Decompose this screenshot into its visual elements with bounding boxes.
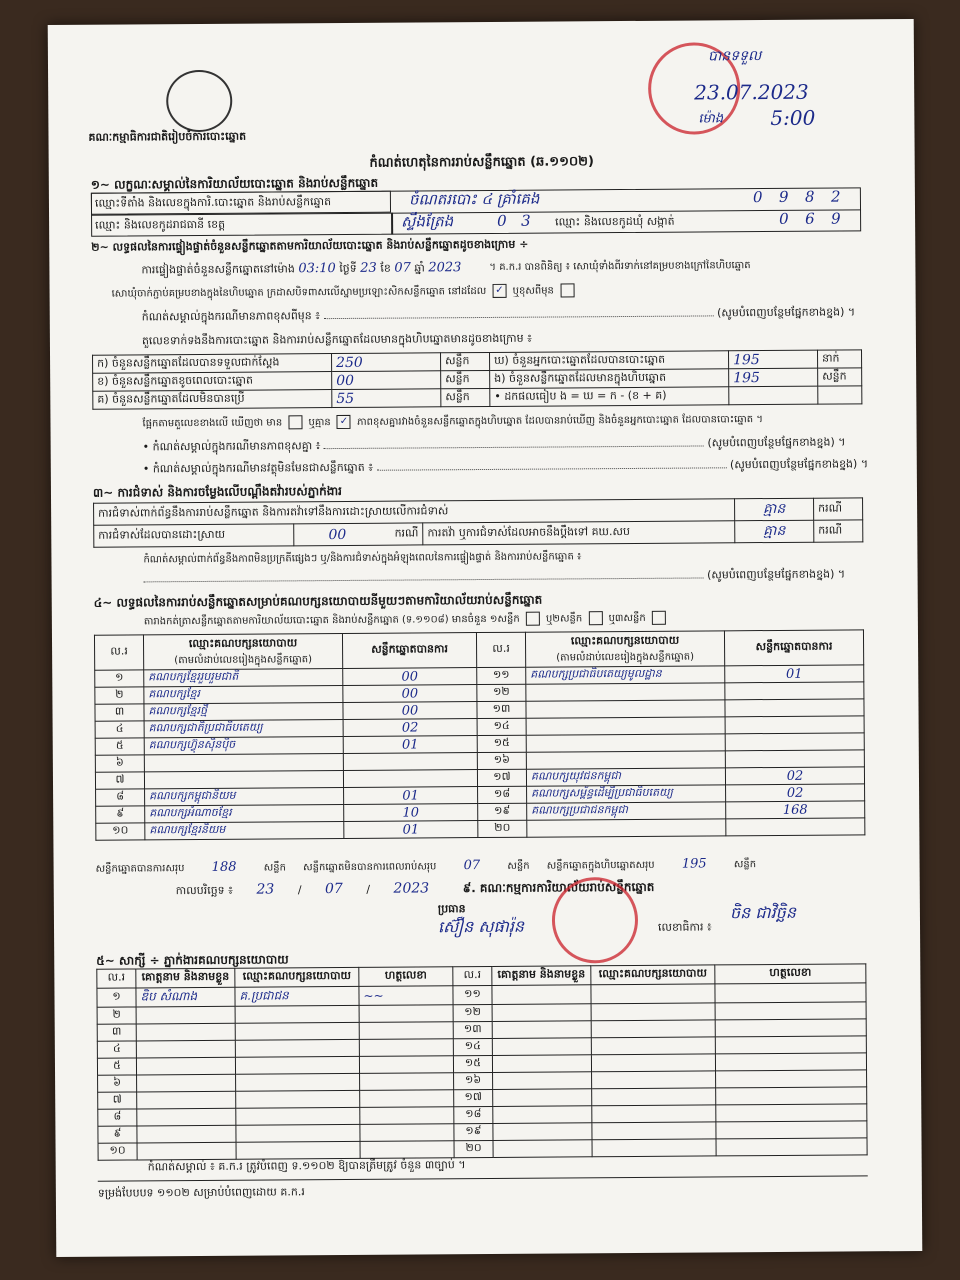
party-no: ៦: [95, 755, 144, 772]
witness-party: [235, 1022, 359, 1040]
party-name: គណបក្សកម្ពុជានិយម: [145, 787, 344, 805]
party-name: គណបក្សប្រជាធិបតេយ្យមូលដ្ឋាន: [526, 666, 725, 684]
receipt-time-label: ម៉ោង: [698, 111, 724, 127]
witness-name: [493, 1123, 592, 1141]
col-votes-left: សន្លឹកឆ្នោតបានការ: [342, 633, 476, 669]
party-no: ១៧: [477, 769, 526, 786]
verification-line-cont: ។ គ.ក.រ បានពិនិត្យ ៖ សោឃុំទាំងពីរទាក់នៅគម្របខាងក្រៅនៃហិបឆ្នោត: [489, 260, 751, 273]
col-no-right: ល.រ: [476, 632, 525, 667]
witness-signature: [360, 1107, 454, 1125]
party-no: ៩: [96, 806, 145, 823]
station-code-1: 0: [752, 188, 763, 207]
witness-party: គ.ប្រជាជន: [235, 986, 359, 1006]
committee-stamp: [552, 877, 639, 964]
witness-no: ៣: [97, 1024, 136, 1041]
witness-party: [591, 984, 715, 1004]
figure-unit: សន្លឹក: [441, 388, 490, 406]
party-name: [526, 734, 725, 752]
witness-party: [592, 1105, 716, 1123]
col-votes-right: សន្លឹកឆ្នោតបានការ: [724, 630, 863, 666]
witness-signature: [715, 1036, 866, 1054]
party-votes: 01: [344, 787, 478, 805]
box-total: 195: [681, 856, 707, 872]
party-no: ៤: [95, 721, 144, 738]
witness-signature: [359, 1056, 453, 1074]
witness-no: ៥: [97, 1058, 136, 1075]
witness-no: ៨: [98, 1109, 137, 1126]
party-name: គណបក្សសម្ព័ន្ធដើម្បីប្រជាធិបតេយ្យ: [527, 785, 726, 803]
party-name: គណបក្សយុវជនកម្ពុជា: [526, 768, 725, 786]
witness-no: ២: [97, 1007, 136, 1024]
secretary-label: លេខាធិការ ៖: [657, 920, 712, 934]
figure-unit-2: សន្លឹក: [818, 368, 862, 386]
party-name: គណបក្សប្រជាជនកម្ពុជា: [527, 802, 726, 820]
witness-signature: [716, 1070, 867, 1088]
section1-heading: ១~ លក្ខណៈសម្គាល់នៃការិយាល័យបោះឆ្នោត និងរាប់សន្លឹកឆ្នោត: [90, 175, 379, 192]
party-name: គណបក្សខ្មែរថ្មី: [144, 702, 343, 720]
witness-name: [492, 1055, 591, 1073]
party-votes: 00: [343, 685, 477, 703]
party-no: ១៥: [477, 735, 526, 752]
objection-value: គ្មាន: [735, 498, 814, 521]
appeal-label: ការតវ៉ា ឬការជំទាស់ដែលអាចនឹងប្ដឹងទៅ គឃ.សប: [423, 521, 735, 545]
objection-label: ការជំទាស់ពាក់ព័ន្ធនឹងការរាប់សន្លឹកឆ្នោត និងការតវ៉ាទៅនឹងការដោះស្រាយលើការជំទាស់: [94, 499, 735, 525]
nec-emblem: [166, 70, 232, 132]
commune-code-3: 9: [831, 209, 841, 228]
w-col-no-right: ល.រ: [453, 966, 492, 985]
date-year: 2023: [393, 880, 430, 897]
station-code-2: 9: [778, 187, 789, 206]
w-col-party-right: ឈ្មោះគណបក្សនយោបាយ: [591, 965, 715, 985]
witness-party: [592, 1071, 716, 1089]
witness-party: [592, 1122, 716, 1140]
witness-no: ១២: [453, 1004, 492, 1021]
figure-label-2: • ដកផលធៀប ង = ឃ = ក - (ខ + គ): [490, 387, 729, 407]
commune-code-2: 6: [805, 209, 815, 228]
witness-name: [136, 1057, 235, 1075]
witness-name: [493, 1072, 592, 1090]
party-name: គណបក្សខ្មែរនិយម: [145, 821, 344, 839]
party-votes: 10: [344, 804, 478, 822]
figure-value: 250: [332, 353, 441, 372]
province-value: ស្ទឹងត្រែង: [401, 212, 454, 231]
party-name: គណបក្សជាតិប្រជាធិបតេយ្យ: [144, 719, 343, 737]
party-no: ១២: [477, 684, 526, 701]
totals-line: សន្លឹកឆ្នោតបានការសរុប 188 សន្លឹក សន្លឹកឆ្នោតមិនបានការពេលរាប់សរុប 07 សន្លឹក សន្លឹកឆ្នោតក្នុងហិបឆ្នោតសរុប 195 សន្លឹក: [95, 856, 757, 875]
witness-no: ៤: [97, 1041, 136, 1058]
party-no: ១៩: [478, 803, 527, 820]
commune-code-1: 0: [779, 209, 789, 228]
witness-signature: [359, 1005, 453, 1023]
witness-signature: [715, 1053, 866, 1071]
province-label: ឈ្មោះ និងលេខកូដរាជធានី ខេត្ត: [95, 217, 226, 232]
witness-name: [136, 1040, 235, 1058]
party-name: [526, 717, 725, 735]
w-col-name-right: គោត្តនាម និងនាមខ្លួន: [492, 966, 591, 986]
party-votes: 168: [726, 801, 865, 819]
party-no: ១៤: [477, 718, 526, 735]
party-votes: [725, 699, 864, 717]
party-votes: [725, 750, 864, 768]
witness-no: ១០: [98, 1143, 137, 1160]
committee-title: ៩. គណៈកម្មការការិយាល័យរាប់សន្លឹកឆ្នោត: [462, 879, 655, 896]
document-sheet: [48, 19, 923, 1257]
figure-value: 55: [332, 389, 441, 408]
witness-no: ១៤: [453, 1038, 492, 1055]
irregularity-note: (សូមបំពេញបន្ថែមផ្នែកខាងខ្នង) ។: [144, 567, 846, 588]
objection-unit: ករណី: [814, 498, 863, 520]
province-code-1: 0: [497, 211, 507, 230]
witness-signature: [360, 1141, 454, 1159]
foreign-object-bullet: • កំណត់សម្គាល់ក្នុងករណីមានវត្ថុមិនមែនជាសន្លឹកឆ្នោត ៖ (សូមបំពេញបន្ថែមផ្នែកខាងខ្នង) ។: [142, 457, 869, 476]
invalid-total: 07: [463, 858, 481, 874]
date-month: 07: [324, 880, 343, 898]
witness-party: [235, 1056, 359, 1074]
witness-no: ៧: [98, 1092, 137, 1109]
witness-party: [592, 1088, 716, 1106]
section3-heading: ៣~ ការជំទាស់ និងការចម្លែងលើបណ្ដឹងតវ៉ារបស់ភ្នាក់ងារ: [92, 483, 343, 500]
col-no-left: ល.រ: [94, 635, 143, 670]
verification-year: 2023: [428, 260, 462, 276]
party-no: ១: [95, 670, 144, 687]
unchanged-checkbox[interactable]: ✓: [492, 284, 506, 298]
witness-name: [137, 1074, 236, 1092]
date-day: 23: [256, 881, 275, 898]
witness-signature: [716, 1104, 867, 1122]
party-votes: 02: [343, 719, 477, 737]
party-results-table: [94, 629, 865, 840]
witness-name: [136, 1023, 235, 1041]
col-party-sub-left: (តាមលំដាប់លេខរៀងក្នុងសន្លឹកឆ្នោត): [174, 653, 313, 666]
witness-no: ១៧: [454, 1089, 493, 1106]
witness-signature: [360, 1073, 454, 1091]
party-no: ៨: [96, 789, 145, 806]
w-col-no-left: ល.រ: [97, 969, 136, 988]
witness-signature: [715, 983, 866, 1003]
witness-name: [492, 1021, 591, 1039]
has-difference-checkbox[interactable]: [288, 415, 302, 429]
witness-signature: [716, 1087, 867, 1105]
section4-heading: ៤~ លទ្ធផលនៃការរាប់សន្លឹកឆ្នោតសម្រាប់គណបក្សនយោបាយនីមួយៗតាមការិយាល័យរាប់សន្លឹកឆ្នោត: [93, 592, 543, 610]
w-col-party-left: ឈ្មោះគណបក្សនយោបាយ: [235, 967, 359, 987]
party-votes: 00: [343, 702, 477, 720]
witness-name: [493, 1089, 592, 1107]
changed-checkbox[interactable]: [560, 283, 574, 297]
witness-signature: [715, 1002, 866, 1020]
figure-unit-2: នាក់: [817, 350, 861, 368]
figure-value-2: 195: [729, 350, 818, 369]
figure-unit: សន្លឹក: [441, 352, 490, 370]
date-line: កាលបរិច្ឆេទ ៖ 23 / 07 / 2023 ៩. គណៈកម្មការការិយាល័យរាប់សន្លឹកឆ្នោត: [175, 879, 655, 898]
party-votes: 02: [726, 784, 865, 802]
three-sheet-checkbox[interactable]: [652, 611, 666, 625]
col-party-right: ឈ្មោះគណបក្សនយោបាយ: [570, 633, 680, 647]
witness-no: ១៨: [454, 1106, 493, 1123]
witness-party: [591, 1003, 715, 1021]
witness-no: ១: [97, 988, 136, 1007]
party-votes: 00: [343, 668, 477, 686]
section5-heading: ៥~ សាក្សី ÷ ភ្នាក់ងារគណបក្សនយោបាយ: [96, 952, 289, 968]
witness-party: [591, 1020, 715, 1038]
witness-party: [236, 1124, 360, 1142]
witness-party: [235, 1005, 359, 1023]
resolved-label: ការជំទាស់ដែលបានដោះស្រាយ: [94, 524, 294, 547]
party-name: [526, 751, 725, 769]
seal-line: សោឃុំចាក់ភ្ជាប់គម្របខាងក្នុងនៃហិបឆ្នោត ក្រដាសបិទពាសលើស្នាមប្រឡោះសិកសន្លឹកឆ្នោត នៅដដែល ✓ ឬខុសពីមុន: [112, 283, 578, 301]
witness-name: [137, 1091, 236, 1109]
difference-bullet: • កំណត់សម្គាល់ក្នុងករណីមានភាពខុសគ្នា ៖ (សូមបំពេញបន្ថែមផ្នែកខាងខ្នង) ។: [142, 435, 846, 454]
figure-label-2: ង) ចំនួនសន្លឹកឆ្នោតដែលមានក្នុងហិបឆ្នោត: [490, 369, 729, 389]
witness-name: [492, 985, 591, 1005]
party-no: ២: [95, 687, 144, 704]
receipt-label: បានទទួល: [707, 48, 762, 65]
section2-heading: ២~ លទ្ធផលនៃការផ្ទៀងផ្ទាត់ចំនួនសន្លឹកឆ្នោតតាមការិយាល័យបោះឆ្នោត និងរាប់សន្លឹកឆ្នោតដូចខាងក្រោម ÷: [91, 237, 529, 254]
witness-no: ២០: [454, 1140, 493, 1157]
col-party-sub-right: (តាមលំដាប់លេខរៀងក្នុងសន្លឹកឆ្នោត): [556, 651, 695, 664]
figure-value-2: [729, 386, 818, 405]
verification-day: 23: [360, 260, 377, 276]
party-votes: [725, 733, 864, 751]
form-footer: ទម្រង់បែបបទ ១១០២ សម្រាប់បំពេញដោយ គ.ក.រ: [97, 1185, 305, 1200]
station-code-4: 2: [830, 187, 841, 206]
polling-station-value: ចំណតរបោះ ៤ គ្រាំគេង: [408, 189, 540, 209]
witness-party: [235, 1039, 359, 1057]
objections-table: ការជំទាស់ពាក់ព័ន្ធនឹងការរាប់សន្លឹកឆ្នោត និងការតវ៉ាទៅនឹងការដោះស្រាយលើការជំទាស់ គ្មាន ករណី ការជំទាស់ដែលបានដោះស្រាយ 00 ករណី ការតវ៉ា ឬការជំទាស់ដែលអាចនឹងប្ដឹងទៅ គឃ.សប គ្មាន ករណី: [93, 497, 863, 547]
witness-name: [493, 1106, 592, 1124]
verification-line: ការផ្ទៀងផ្ទាត់ចំនួនសន្លឹកឆ្នោតនៅម៉ោង 03:10 ថ្ងៃទី 23 ខែ 07 ឆ្នាំ 2023: [141, 260, 462, 277]
witness-party: [236, 1090, 360, 1108]
tally-sheet-line: តារាងកត់ត្រាសន្លឹកឆ្នោតតាមការិយាល័យបោះឆ្នោត និងរាប់សន្លឹកឆ្នោត (ទ.១១០៨) មានចំនួន ១សន្លឹក ឬ២សន្លឹក ឬ៣សន្លឹក: [144, 611, 669, 630]
witness-no: ៦: [98, 1075, 137, 1092]
witness-name: [493, 1140, 592, 1158]
difference-note-line: កំណត់សម្គាល់ក្នុងករណីមានភាពខុសពីមុន ៖ (សូមបំពេញបន្ថែមផ្នែកខាងខ្នង) ។: [141, 305, 856, 324]
party-votes: 01: [343, 736, 477, 754]
witness-name: [136, 1006, 235, 1024]
witness-signature: [715, 1019, 866, 1037]
witness-party: [236, 1107, 360, 1125]
party-no: ១១: [477, 667, 526, 684]
witness-no: ១១: [453, 985, 492, 1004]
party-no: ១៣: [477, 701, 526, 718]
verification-month: 07: [394, 260, 411, 276]
two-sheet-checkbox[interactable]: [588, 611, 602, 625]
witness-signature: [716, 1138, 867, 1156]
witness-no: ១៦: [454, 1072, 493, 1089]
party-no: ៣: [95, 704, 144, 721]
appeal-unit: ករណី: [814, 520, 863, 542]
appeal-value: គ្មាន: [735, 520, 814, 543]
party-name: គណបក្សខ្មែរ: [144, 685, 343, 703]
witness-party: [236, 1073, 360, 1091]
party-no: ២០: [478, 820, 527, 837]
party-name: គណបក្សអំណាចខ្មែរ: [145, 804, 344, 822]
party-votes: [343, 770, 477, 788]
party-name: [526, 683, 725, 701]
w-col-name-left: គោត្តនាម និងនាមខ្លួន: [136, 968, 235, 988]
party-no: ១៦: [477, 752, 526, 769]
party-name: គណបក្សហ៊្វុនស៊ិនប៉ិច: [144, 736, 343, 754]
witness-name: [492, 1038, 591, 1056]
party-votes: 02: [725, 767, 864, 785]
witness-name: [137, 1108, 236, 1126]
party-name: [526, 700, 725, 718]
figure-label-2: ឃ) ចំនួនអ្នកបោះឆ្នោតដែលបានបោះឆ្នោត: [490, 351, 729, 371]
commune-label: ឈ្មោះ និងលេខកូដឃុំ សង្កាត់: [555, 214, 675, 229]
witness-party: [236, 1141, 360, 1159]
receipt-time: 5:00: [770, 105, 816, 130]
party-votes: [725, 716, 864, 734]
party-name: គណបក្សខ្មែររួបរួមជាតិ: [144, 668, 343, 686]
witness-no: ១៥: [453, 1055, 492, 1072]
party-name: [144, 753, 343, 771]
w-col-sig-left: ហត្ថលេខា: [359, 967, 453, 987]
chair-signature: ស៊ឿន សុផារ៉ុន: [437, 916, 525, 937]
witness-signature: [359, 1039, 453, 1057]
witness-party: [591, 1054, 715, 1072]
valid-total: 188: [211, 859, 237, 875]
secretary-signature: ចិន ជាវិច្ឆិន: [729, 902, 797, 923]
witness-signature: ~~: [359, 986, 453, 1006]
polling-station-label: ឈ្មោះទីតាំង និងលេខក្នុងការិ.បោះឆ្នោត និងរាប់សន្លឹកឆ្នោត: [94, 195, 332, 210]
province-code-2: 3: [521, 211, 531, 230]
witness-signature: [360, 1124, 454, 1142]
party-votes: [725, 682, 864, 700]
witness-no: ១៣: [453, 1021, 492, 1038]
w-col-sig-right: ហត្ថលេខា: [715, 964, 866, 984]
verification-time: 03:10: [298, 261, 336, 277]
figure-label: ក) ចំនួនសន្លឹកឆ្នោតដែលបានទទួលជាក់ស្តែង: [93, 354, 332, 374]
figure-label: ខ) ចំនួនសន្លឹកឆ្នោតខូចពេលបោះឆ្នោត: [93, 372, 332, 392]
party-no: ១៨: [478, 786, 527, 803]
figure-unit: សន្លឹក: [441, 370, 490, 388]
one-sheet-checkbox[interactable]: [526, 612, 540, 626]
witness-signature: [716, 1121, 867, 1139]
figures-intro: តួលេខទាក់ទងនឹងការបោះឆ្នោត និងការរាប់សន្លឹកឆ្នោតដែលមានក្នុងហិបឆ្នោតមានដូចខាងក្រោម ៖: [141, 331, 532, 348]
figure-unit-2: [818, 386, 862, 404]
party-votes: 01: [344, 821, 478, 839]
witness-no: ៩: [98, 1126, 137, 1143]
figure-label: គ) ចំនួនសន្លឹកឆ្នោតដែលមិនបានប្រើ: [93, 390, 332, 410]
irregularity-line: កំណត់សម្គាល់ពាក់ព័ន្ធនឹងភាពមិនប្រក្រតីផ្សេងៗ ឬ/និងការជំទាស់ក្នុងអំឡុងពេលនៃការផ្ទៀងផ្ទាត់ និងការរាប់សន្លឹកឆ្នោត ៖: [143, 551, 582, 566]
chair-label: ប្រធាន: [437, 902, 466, 916]
witness-table: [96, 963, 867, 1160]
footnote: កំណត់សម្គាល់ ៖ គ.ក.រ ត្រូវបំពេញ ទ.១១០២ ឱ្យបានត្រឹមត្រូវ ចំនួន ៣ច្បាប់ ។: [147, 1158, 466, 1174]
form-title: កំណត់ហេតុនៃការរាប់សន្លឹកឆ្នោត (ឆ.១១០២): [369, 154, 594, 171]
receipt-date: 23.07.2023: [694, 79, 809, 105]
witness-name: [492, 1004, 591, 1022]
party-votes: 01: [725, 665, 864, 683]
party-name: [144, 770, 343, 788]
witness-no: ១៩: [454, 1123, 493, 1140]
party-votes: [726, 818, 865, 836]
figure-value-2: 195: [729, 368, 818, 387]
witness-party: [591, 1037, 715, 1055]
party-name: [527, 819, 726, 837]
witness-name: [137, 1142, 236, 1160]
no-difference-checkbox[interactable]: ✓: [337, 415, 351, 429]
witness-party: [592, 1139, 716, 1157]
comparison-line: ផ្អែកតាមតួលេខខាងលើ ឃើញថា មាន ឬគ្មាន ✓ ភាពខុសគ្នារវាងចំនួនសន្លឹកឆ្នោតក្នុងហិបឆ្នោត ដែលបានរាប់ឃើញ និងចំនួនអ្នកបោះឆ្នោត ដែលបានបោះឆ្នោត ។: [142, 414, 763, 430]
org-name: គណៈកម្មាធិការជាតិរៀបចំការបោះឆ្នោត: [88, 129, 247, 144]
figure-value: 00: [332, 371, 441, 390]
party-votes: [343, 753, 477, 771]
witness-name: ឌិប សំណាង: [136, 987, 235, 1007]
party-no: ៥: [95, 738, 144, 755]
party-no: ១០: [96, 823, 145, 840]
witness-signature: [359, 1022, 453, 1040]
col-party-left: ឈ្មោះគណបក្សនយោបាយ: [188, 635, 298, 650]
witness-name: [137, 1125, 236, 1143]
witness-signature: [360, 1090, 454, 1108]
station-code-3: 8: [804, 187, 815, 206]
resolved-value: 00: [328, 526, 347, 543]
party-no: ៧: [95, 772, 144, 789]
ballot-figures-table: [92, 349, 862, 409]
